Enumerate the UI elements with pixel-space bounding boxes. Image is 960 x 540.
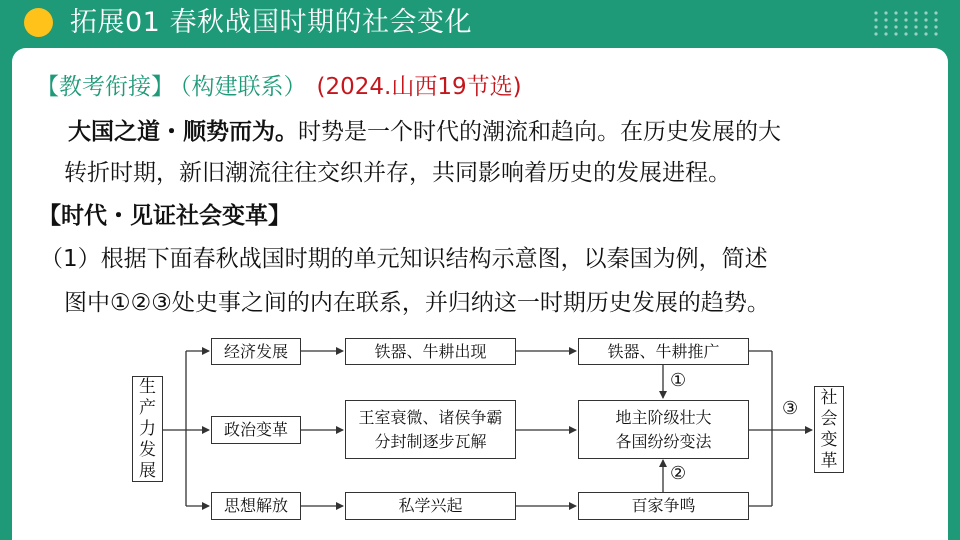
middle-thought-box: 私学兴起 [345, 492, 516, 520]
result-char: 变 [820, 429, 838, 450]
root-char: 生 [139, 376, 156, 397]
passage-line-2: 转折时期，新旧潮流往往交织并存，共同影响着历史的发展进程。 [64, 160, 731, 186]
marker-3: ③ [782, 398, 799, 419]
right-center-box [578, 400, 749, 459]
intro-tag-connection: （构建联系） [180, 74, 307, 100]
question-line-1: （1）根据下面春秋战国时期的单元知识结构示意图，以秦国为例，简述 [40, 246, 768, 272]
question-line-2: 图中①②③处史事之间的内在联系，并归纳这一时期历史发展的趋势。 [64, 290, 770, 316]
intro-line [36, 72, 522, 102]
section-title: 【时代・见证社会变革】 [38, 203, 291, 229]
passage-lead: 大国之道・顺势而为。 [68, 119, 298, 145]
intro-tag-teaching: 【教考衔接】 [36, 74, 174, 100]
result-social-change-box [814, 386, 844, 473]
result-char: 革 [820, 450, 838, 471]
passage-line-1-rest: 时势是一个时代的潮流和趋向。在历史发展的大 [298, 119, 781, 145]
middle-politics-line-1: 王室衰微、诸侯争霸 [358, 407, 503, 427]
result-char: 社 [820, 387, 838, 408]
root-char: 产 [139, 397, 156, 418]
root-char: 展 [139, 460, 156, 481]
middle-politics-box [345, 400, 516, 459]
middle-politics-line-2: 分封制逐步瓦解 [374, 431, 487, 451]
root-productivity-box [132, 376, 163, 482]
right-center-line-1: 地主阶级壮大 [615, 407, 712, 427]
middle-economy-box: 铁器、牛耕出现 [345, 338, 516, 365]
root-char: 发 [139, 439, 156, 460]
category-thought-box: 思想解放 [211, 492, 301, 520]
right-thought-box: 百家争鸣 [578, 492, 749, 520]
category-politics-box: 政治变革 [211, 416, 301, 444]
intro-source: (2024.山西19节选) [316, 74, 522, 100]
passage-line-1 [68, 117, 781, 147]
title-bullet-dot [24, 8, 53, 37]
header-bar [0, 0, 960, 48]
result-char: 会 [820, 408, 838, 429]
right-center-line-2: 各国纷纷变法 [615, 431, 712, 451]
page-title: 拓展01 春秋战国时期的社会变化 [70, 7, 472, 38]
right-economy-box: 铁器、牛耕推广 [578, 338, 749, 365]
category-economy-box: 经济发展 [211, 338, 301, 365]
root-char: 力 [139, 418, 156, 439]
marker-2: ② [670, 463, 687, 484]
marker-1: ① [670, 370, 687, 391]
decorative-dot-grid-icon [872, 9, 942, 39]
